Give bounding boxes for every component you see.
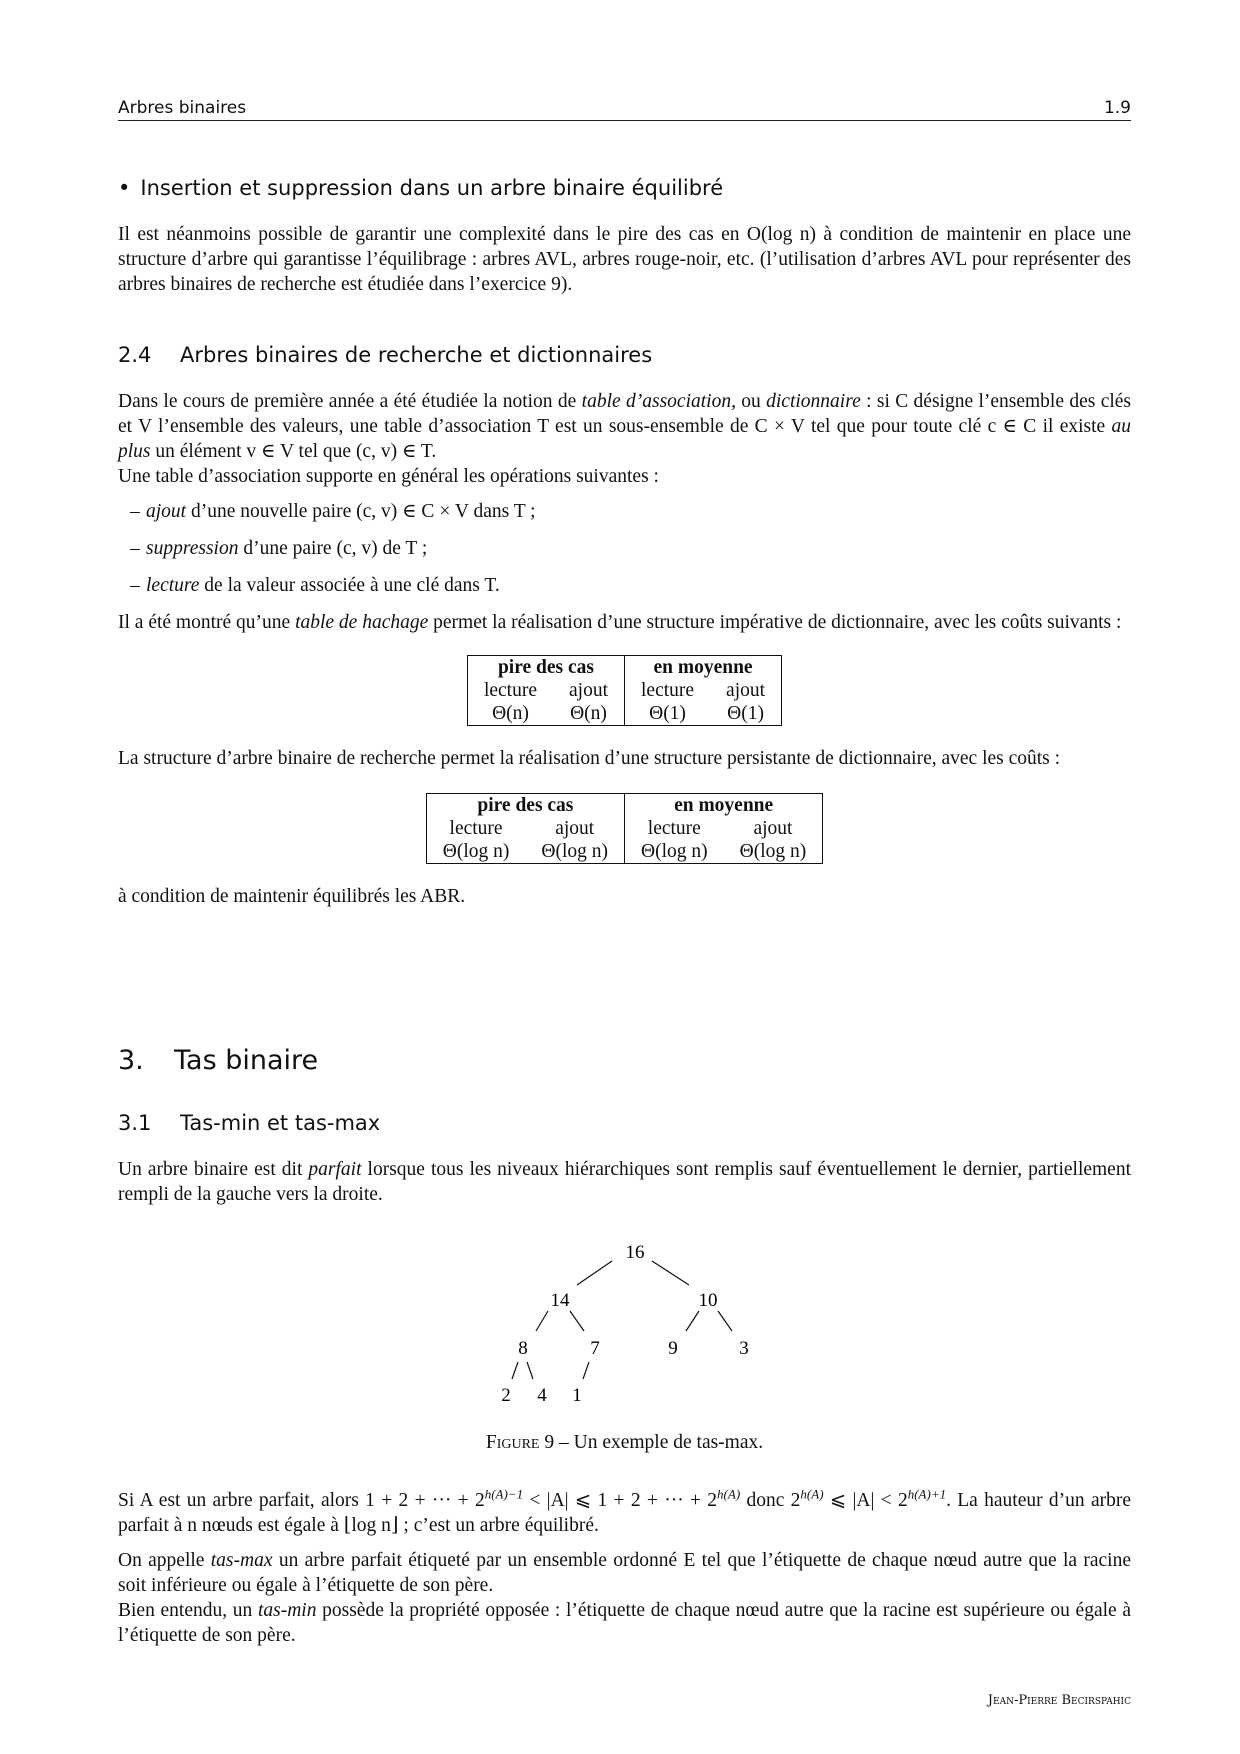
tree-node: 14 xyxy=(550,1290,570,1311)
header-title: Arbres binaires xyxy=(118,98,247,118)
tree-edge xyxy=(512,1362,518,1379)
paragraph: Une table d’association supporte en général les opérations suivantes : xyxy=(118,466,659,487)
section-number: 2.4 xyxy=(118,343,152,367)
tree-edge xyxy=(718,1311,732,1331)
tree-edge xyxy=(686,1311,699,1331)
tree-node: 1 xyxy=(572,1385,582,1406)
hash-table-costs: pire des cas en moyenne lecture ajout lecture ajout Θ(n) Θ(n) Θ(1) Θ(1) xyxy=(467,655,782,726)
paragraph: à condition de maintenir équilibrés les ABR. xyxy=(118,886,466,907)
tree-node: 2 xyxy=(501,1385,511,1406)
section-number: 3.1 xyxy=(118,1111,152,1135)
tree-node: 9 xyxy=(668,1338,678,1359)
tree-edge xyxy=(527,1362,533,1379)
paragraph: La structure d’arbre binaire de recherche permet la réalisation d’une structure persistante de dictionnaire, avec les coûts : xyxy=(118,748,1061,769)
paragraph: Un arbre binaire est dit parfait lorsque tous les niveaux hiérarchiques sont remplis sauf éventuellement le dernier, partiellement rempli de la gauche vers la droite. xyxy=(118,1159,1132,1205)
tree-edge xyxy=(570,1311,584,1331)
tree-node: 7 xyxy=(590,1338,600,1359)
section-3-1-body xyxy=(118,1488,1131,1648)
list-item: – ajout d’une nouvelle paire (c, v) ∈ C × V dans T ; xyxy=(130,501,536,522)
heading-text: Insertion et suppression dans un arbre binaire équilibré xyxy=(140,176,724,200)
tree-edge xyxy=(577,1261,612,1285)
list-item: – lecture de la valeur associée à une clé dans T. xyxy=(130,575,500,596)
page-number: 1.9 xyxy=(1103,98,1131,118)
heading-text: Tas binaire xyxy=(174,1045,319,1076)
tree-edge xyxy=(652,1261,689,1285)
paragraph: Bien entendu, un tas-min possède la propriété opposée : l’étiquette de chaque nœud autre que la racine est supérieure ou égale à l’étiquette de son père. xyxy=(118,1600,1131,1646)
bullet-icon: • xyxy=(118,176,131,200)
tree-node: 16 xyxy=(625,1242,645,1263)
tree-node: 10 xyxy=(698,1290,718,1311)
figure-caption: Figure 9 – Un exemple de tas-max. xyxy=(485,1432,764,1453)
list-item: – suppression d’une paire (c, v) de T ; xyxy=(130,538,428,559)
tree-edge xyxy=(583,1362,589,1379)
abr-costs-table: pire des cas en moyenne lecture ajout lecture ajout Θ(log n) Θ(log n) Θ(log n) Θ(log n) xyxy=(426,793,824,864)
tree-edge xyxy=(536,1311,548,1331)
heading-text: Tas-min et tas-max xyxy=(180,1111,381,1135)
paragraph: Dans le cours de première année a été étudiée la notion de table d’association, ou dictionnaire : si C désigne l’ensemble des clés et V l’ensemble des valeurs, une table d’association T est un sous-ensemble de C × V tel que pour toute clé c ∈ C il existe au plus un élément v ∈ V tel que (c, v) ∈ T. xyxy=(118,391,1132,462)
tree-node: 3 xyxy=(739,1338,749,1359)
paragraph: Si A est un arbre parfait, alors 1 + 2 + ··· + $2^{h(A)-1} < |A|$ ⩽ 1 + 2 + ··· + $2^{h(A)}$ donc $2^{h(A)}$ ⩽ $|A| < 2^{h(A)+1}$. La hauteur d’un arbre parfait à n nœuds est égale à ⌊log n⌋ ; c’est un arbre équilibré. xyxy=(118,1486,1132,1536)
paragraph: Il est néanmoins possible de garantir une complexité dans le pire des cas en O(log n) à condition de maintenir en place une structure d’arbre qui garantisse l’équilibrage : arbres AVL, arbres rouge-noir, etc. (l’utilisation d’arbres AVL pour représenter des arbres binaires de recherche est étudiée dans l’exercice 9). xyxy=(118,224,1131,295)
paragraph: Il a été montré qu’une table de hachage permet la réalisation d’une structure impérative de dictionnaire, avec les coûts suivants : xyxy=(118,612,1122,633)
tree-node: 8 xyxy=(518,1338,528,1359)
section-number: 3. xyxy=(118,1045,144,1076)
paragraph: On appelle tas-max un arbre parfait étiqueté par un ensemble ordonné E tel que l’étiquette de chaque nœud autre que la racine soit inférieure ou égale à l’étiquette de son père. xyxy=(118,1550,1131,1596)
footer-author: Jean-Pierre Becirspahic xyxy=(987,1693,1131,1708)
tree-node: 4 xyxy=(537,1385,547,1406)
heading-text: Arbres binaires de recherche et dictionnaires xyxy=(180,343,653,367)
